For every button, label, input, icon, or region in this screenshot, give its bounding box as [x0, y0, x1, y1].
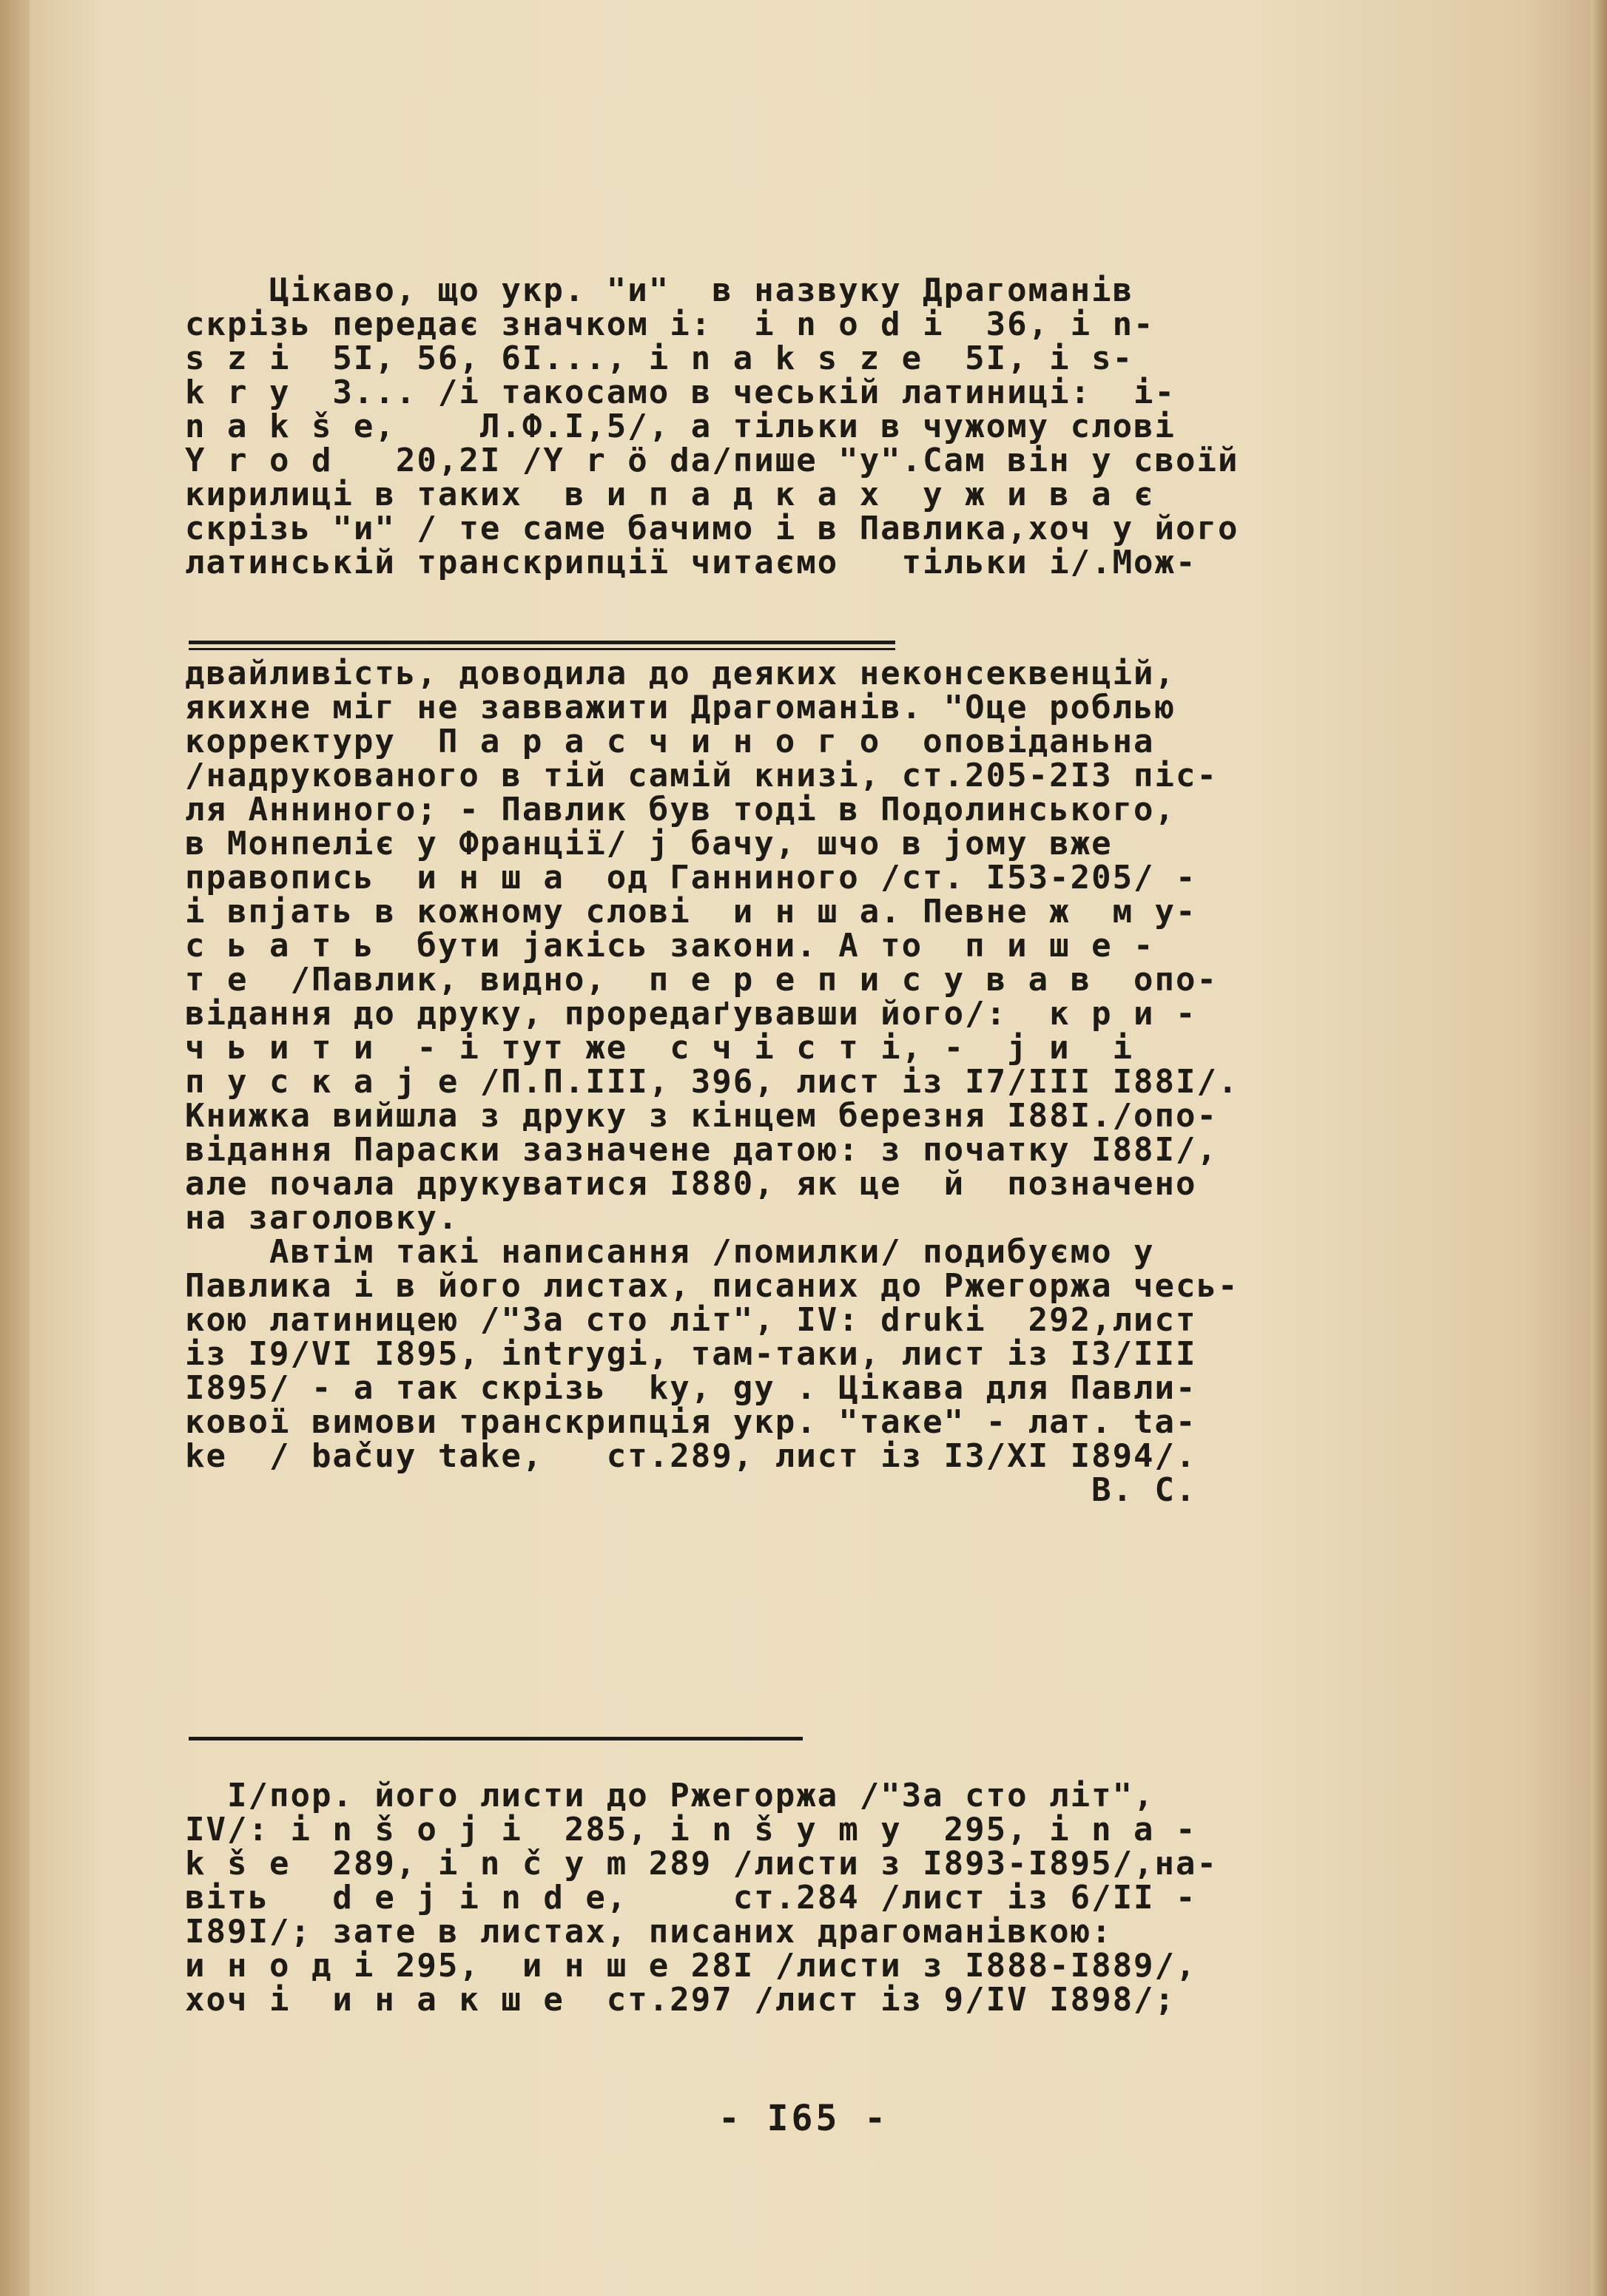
text-line: ke / bačuy take, ст.289, лист із I3/XI I894/. — [185, 1437, 1197, 1475]
text-line: корректуру П а р а с ч и н о г о оповіданьна — [185, 723, 1155, 760]
footnote-rule — [189, 1737, 803, 1740]
text-line: скрізь "и" / те саме бачимо і в Павлика,хоч у його — [185, 510, 1239, 547]
text-line: кової вимови транскрипція укр. "таке" - лат. ta- — [185, 1403, 1197, 1441]
text-line: Цікаво, що укр. "и" в назвуку Драгоманів — [185, 271, 1134, 309]
double-rule-top — [189, 641, 895, 644]
double-rule-bottom — [189, 648, 895, 650]
text-line: в Монпеліє у Франції/ ј бачу, шчо в јому вже — [185, 825, 1113, 862]
signature-initials: В. С. — [185, 1471, 1197, 1509]
text-line: двайливість, доводила до деяких неконсеквенцій, — [185, 655, 1176, 692]
text-line: із I9/VI I895, intrygi, там-таки, лист із I3/III — [185, 1335, 1197, 1373]
text-line: Y r o d 20,2I /Y r ö da/пише "y".Сам він у своїй — [185, 442, 1239, 479]
footnote-line: и н о д і 295, и н ш е 28I /листи з I888-I889/, — [185, 1947, 1197, 1985]
footnote-line: I89I/; зате в листах, писаних драгоманівкою: — [185, 1913, 1113, 1951]
text-line: але почала друкуватися I880, як це й позначено — [185, 1165, 1197, 1203]
text-line: n a k š e, Л.Ф.I,5/, а тільки в чужому слові — [185, 408, 1176, 445]
text-line: латинській транскрипції читаємо тільки і/.Мож- — [185, 544, 1197, 581]
page-number: - I65 - — [718, 2098, 889, 2139]
text-line: кою латиницею /"За сто літ", IV: druki 292,лист — [185, 1301, 1197, 1339]
text-line: k r y 3... /і такосамо в чеській латиниці: i- — [185, 374, 1176, 411]
footnote-line: хоч і и н а к ш е ст.297 /лист із 9/IV I898/; — [185, 1981, 1176, 2019]
text-line: s z i 5I, 56, 6I..., i n a k s z e 5I, i s- — [185, 340, 1134, 377]
main-text-top — [185, 271, 1413, 581]
text-line: і впјать в кожному слові и н ш а. Певне ж м у- — [185, 893, 1197, 931]
text-line: Павлика і в його листах, писаних до Ржегоржа чесь- — [185, 1267, 1239, 1305]
page-edge — [1591, 0, 1607, 2296]
text-line: с ь а т ь бути јакісь закони. А то п и ш е - — [185, 927, 1155, 965]
text-line: кирилиці в таких в и п а д к а х у ж и в а є — [185, 476, 1155, 513]
text-line: п у с к а ј е /П.П.III, 396, лист із I7/III I88I/. — [185, 1063, 1239, 1101]
text-line: т е /Павлик, видно, п е р е п и с у в а в опо- — [185, 961, 1219, 999]
text-line: скрізь передає значком і: i n o d i 36, i n- — [185, 305, 1155, 343]
main-text-continued — [185, 657, 1413, 1507]
text-line: відання Параски зазначене датою: з початку I88I/, — [185, 1131, 1219, 1169]
text-line: Автім такі написання /помилки/ подибуємо у — [185, 1233, 1155, 1271]
text-line: правопись и н ш а од Ганниного /ст. I53-205/ - — [185, 859, 1197, 897]
book-spine — [0, 0, 30, 2296]
text-line: /надрукованого в тій самій книзі, ст.205-2I3 піс- — [185, 757, 1219, 794]
text-line: відання до друку, проредаґувавши його/: к р и - — [185, 995, 1197, 1033]
footnote-block — [185, 1779, 1413, 2017]
footnote-line: I/пор. його листи до Ржегоржа /"За сто літ", — [185, 1777, 1155, 1814]
text-line: на заголовку. — [185, 1199, 459, 1237]
footnote-line: IV/: i n š o j i 285, i n š y m y 295, i n a - — [185, 1811, 1197, 1848]
footnote-line: віть d e j i n d e, ст.284 /лист із 6/II - — [185, 1879, 1197, 1917]
text-line: ч ь и т и - і тут же с ч і с т і, - ј и і — [185, 1029, 1134, 1067]
text-line: I895/ - а так скрізь ky, gy . Цікава для Павли- — [185, 1369, 1197, 1407]
text-line: ля Анниного; - Павлик був тоді в Подолинського, — [185, 791, 1176, 828]
text-line: Книжка вийшла з друку з кінцем березня I88I./опо- — [185, 1097, 1219, 1135]
text-line: якихне міг не завважити Драгоманів. "Оце роблью — [185, 689, 1176, 726]
footnote-line: k š e 289, i n č y m 289 /листи з I893-I895/,на- — [185, 1845, 1219, 1883]
